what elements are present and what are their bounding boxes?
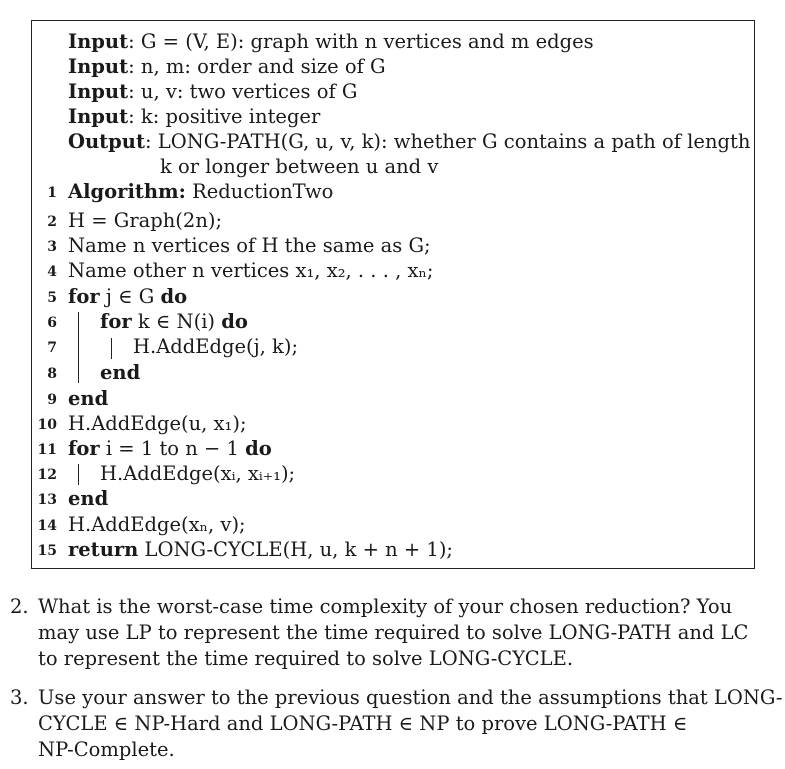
- keyword: for: [68, 437, 100, 460]
- algo-line-14: [68, 513, 246, 537]
- line-number: 4: [47, 264, 57, 280]
- line-number: 6: [47, 315, 57, 331]
- algo-line-13: [68, 487, 108, 511]
- algo-line-5: [68, 285, 187, 309]
- output-text: : LONG-PATH(G, u, v, k): whether G contains a path of length: [145, 130, 751, 153]
- line-text: ReductionTwo: [185, 180, 334, 203]
- input-line-3: [68, 80, 357, 104]
- input-line-1: [68, 30, 594, 54]
- keyword: return: [68, 538, 139, 561]
- line-number: 7: [47, 340, 57, 356]
- question-line: NP-Complete.: [38, 738, 175, 761]
- algo-line-4: [68, 259, 434, 283]
- line-text: LONG-CYCLE(H, u, k + n + 1);: [138, 538, 454, 561]
- input-label: Input: [68, 105, 129, 128]
- keyword: end: [100, 361, 141, 384]
- line-number: 15: [37, 543, 57, 559]
- output-line-continued: [160, 155, 438, 179]
- keyword: for: [100, 310, 132, 333]
- output-line: [68, 130, 750, 154]
- line-number: 10: [37, 417, 57, 433]
- algo-line-8: [100, 361, 140, 385]
- line-text: j ∈ G: [99, 285, 161, 308]
- algo-line-15: [68, 538, 453, 562]
- algo-line-11: [68, 437, 272, 461]
- algo-line-9: [68, 387, 108, 411]
- algo-line-6: [100, 310, 248, 334]
- question-number: 2.: [10, 595, 29, 618]
- algo-line-12: [100, 462, 295, 486]
- input-label: Input: [68, 55, 129, 78]
- question-number: 3.: [10, 686, 29, 709]
- keyword-do: do: [160, 285, 188, 308]
- question-line: What is the worst-case time complexity of your chosen reduction? You: [38, 595, 733, 618]
- block-bar-for-k: [111, 338, 112, 359]
- block-bar-for-j: [78, 312, 79, 383]
- question-line: CYCLE ∈ NP-Hard and LONG-PATH ∈ NP to prove LONG-PATH ∈: [38, 712, 688, 735]
- input-text: : G = (V, E): graph with n vertices and m edges: [128, 30, 594, 53]
- line-number: 8: [47, 366, 57, 382]
- line-text: H.AddEdge(j, k);: [133, 335, 299, 358]
- line-number: 9: [47, 392, 57, 408]
- input-label: Input: [68, 80, 129, 103]
- algo-line-1: [68, 180, 333, 204]
- input-label: Input: [68, 30, 129, 53]
- line-text: H.AddEdge(u, x₁);: [68, 412, 247, 435]
- algo-line-3: [68, 234, 431, 258]
- output-label: Output: [68, 130, 145, 153]
- line-text: H.AddEdge(xₙ, v);: [68, 513, 246, 536]
- keyword-do: do: [221, 310, 248, 333]
- line-text: i = 1 to n − 1: [99, 437, 246, 460]
- question-line: to represent the time required to solve LONG-CYCLE.: [38, 647, 574, 670]
- keyword: end: [68, 487, 109, 510]
- input-text: : u, v: two vertices of G: [128, 80, 358, 103]
- input-text: : k: positive integer: [128, 105, 321, 128]
- keyword: for: [68, 285, 100, 308]
- line-text: k ∈ N(i): [131, 310, 222, 333]
- line-number: 5: [47, 290, 57, 306]
- input-line-2: [68, 55, 386, 79]
- keyword: Algorithm:: [68, 180, 186, 203]
- line-text: H.AddEdge(xᵢ, xᵢ₊₁);: [100, 462, 296, 485]
- keyword-do: do: [245, 437, 272, 460]
- input-text: : n, m: order and size of G: [128, 55, 386, 78]
- line-text: Name other n vertices x₁, x₂, . . . , xₙ;: [68, 259, 434, 282]
- keyword: end: [68, 387, 109, 410]
- line-text: Name n vertices of H the same as G;: [68, 234, 431, 257]
- line-number: 13: [37, 492, 57, 508]
- question-line: Use your answer to the previous question and the assumptions that LONG-: [38, 686, 783, 709]
- line-number: 3: [47, 239, 57, 255]
- line-number: 2: [47, 214, 57, 230]
- line-number: 1: [47, 185, 57, 201]
- algo-line-2: [68, 209, 222, 233]
- line-text: H = Graph(2n);: [68, 209, 223, 232]
- block-bar-for-i: [78, 464, 79, 485]
- algo-line-7: [133, 335, 298, 359]
- output-text-cont: k or longer between u and v: [160, 155, 439, 178]
- input-line-4: [68, 105, 320, 129]
- question-line: may use LP to represent the time required to solve LONG-PATH and LC: [38, 621, 749, 644]
- algo-line-10: [68, 412, 247, 436]
- line-number: 14: [37, 518, 57, 534]
- line-number: 11: [37, 442, 57, 458]
- line-number: 12: [37, 467, 57, 483]
